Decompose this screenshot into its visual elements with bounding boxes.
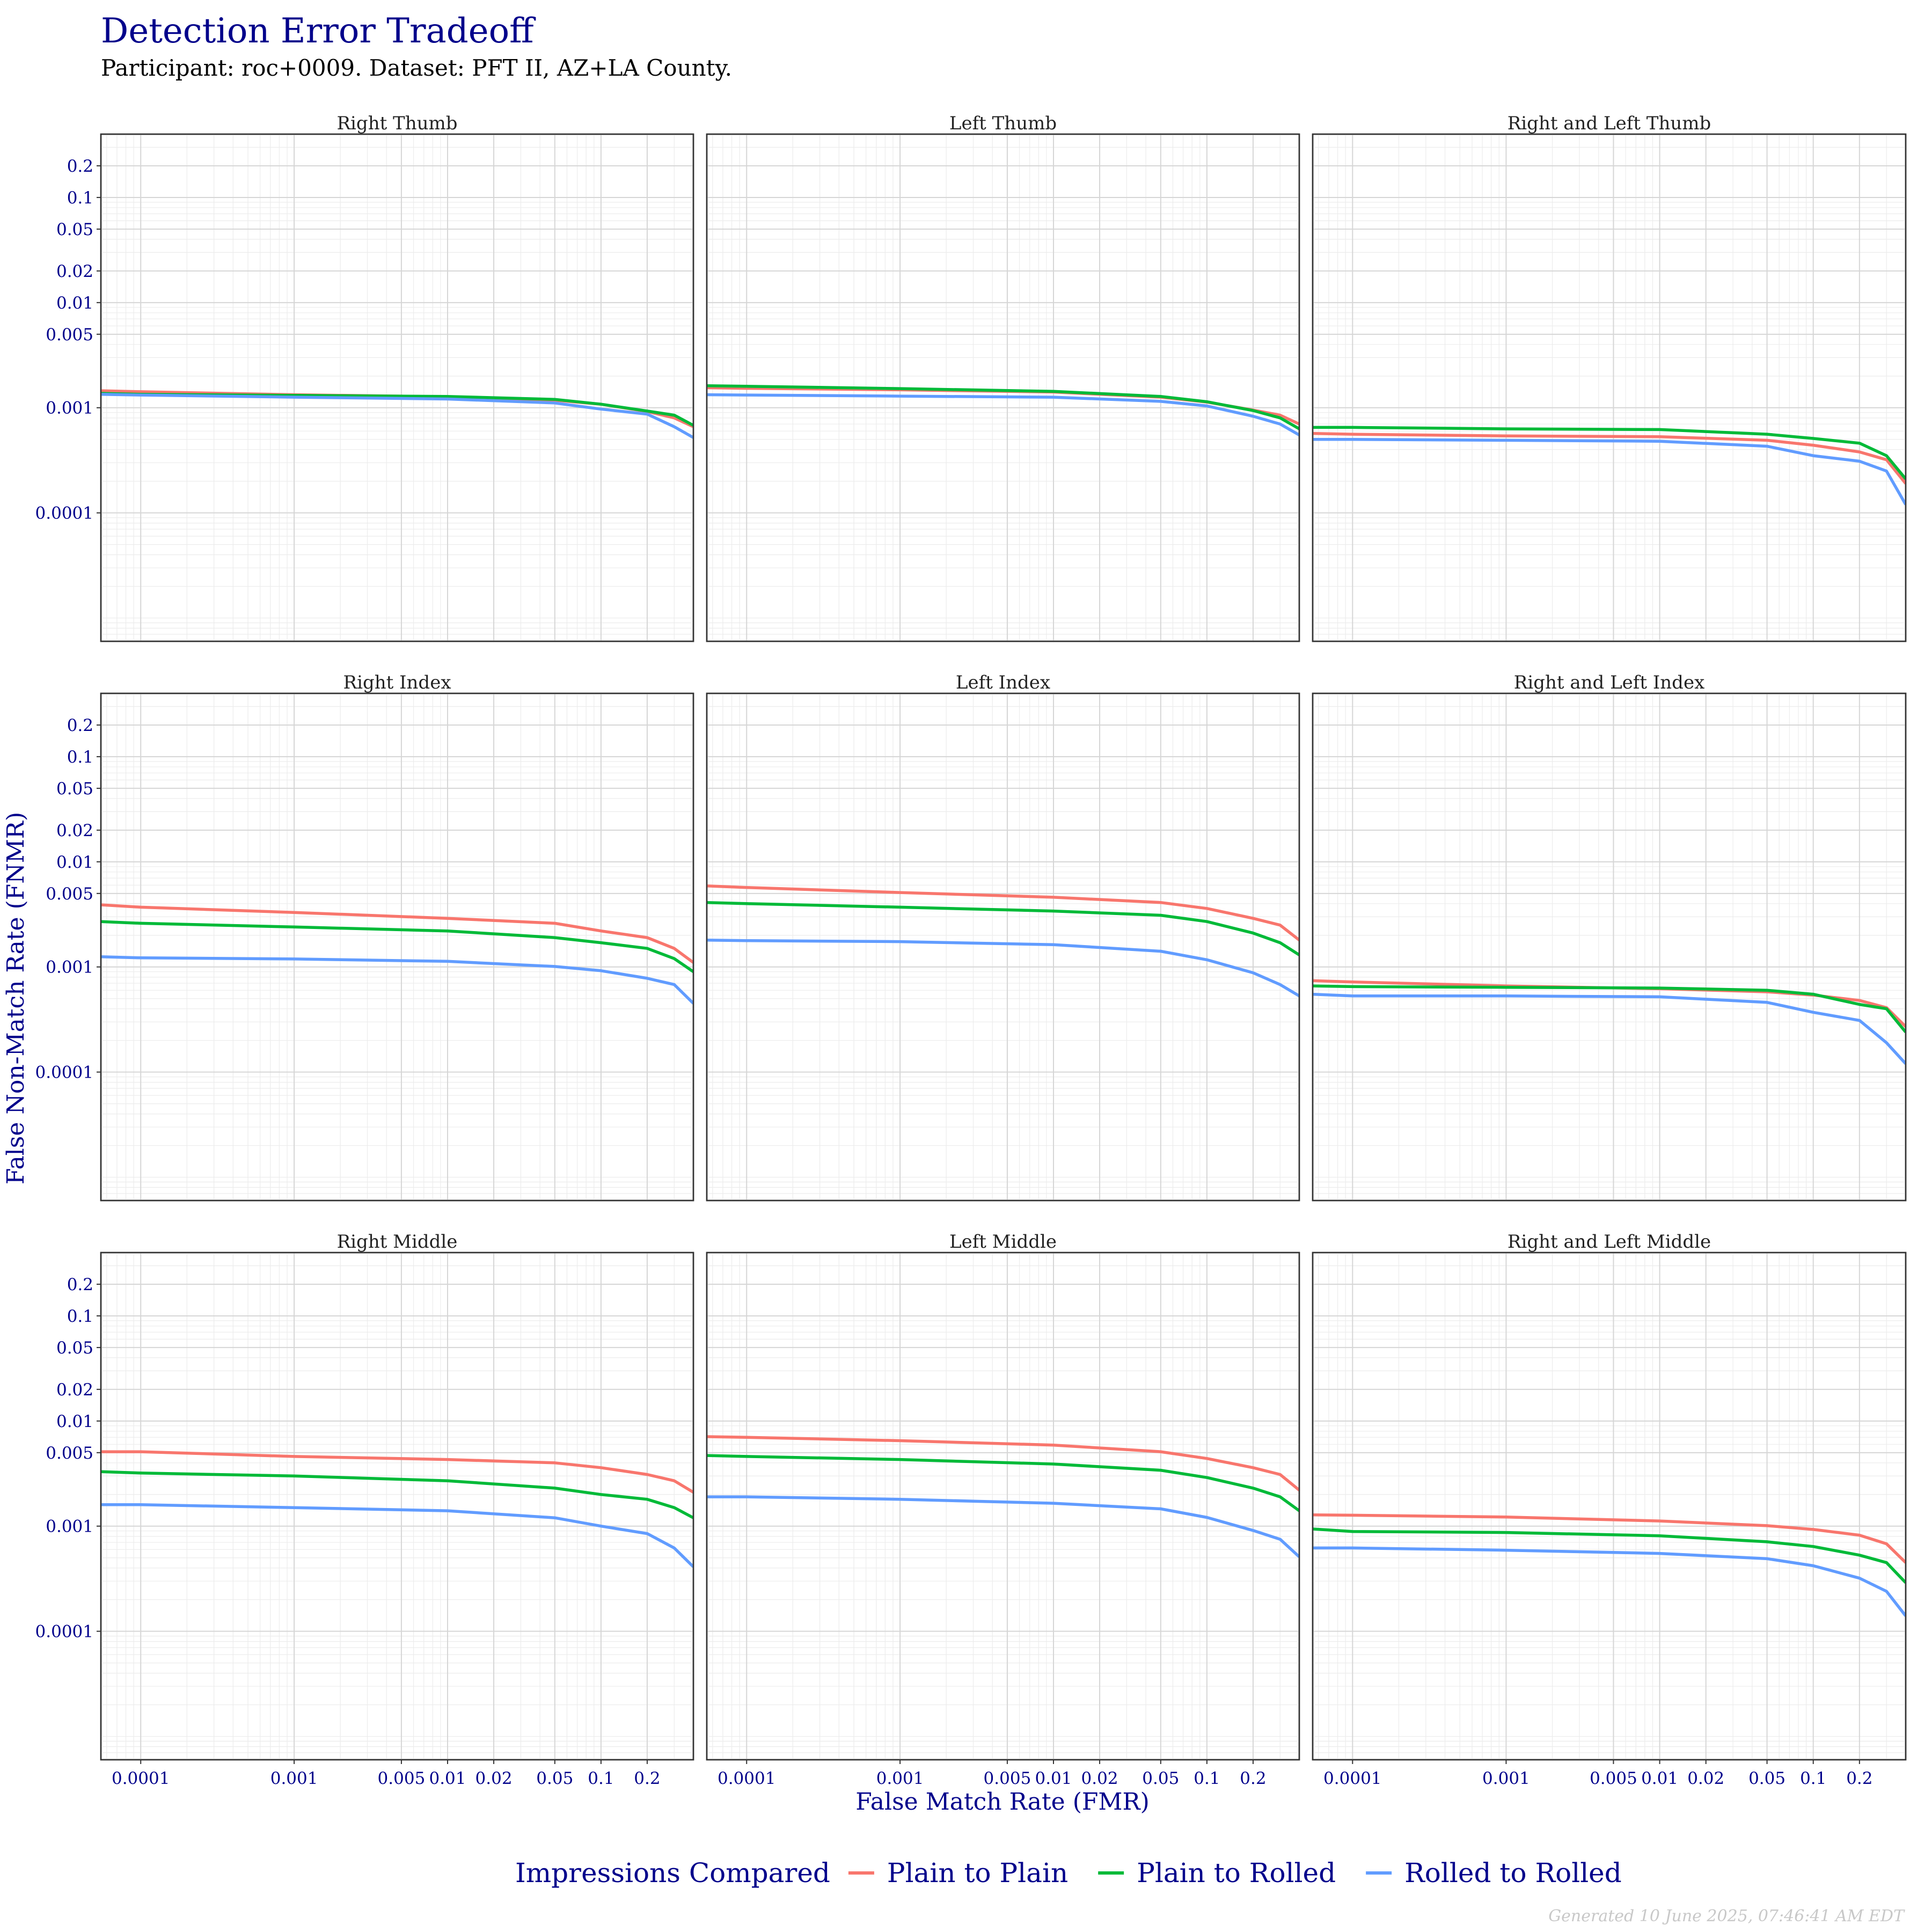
- y-tick-label: 0.0001: [35, 1622, 93, 1642]
- y-tick-label: 0.0001: [35, 1063, 93, 1082]
- y-tick-label: 0.005: [46, 884, 93, 904]
- legend-label: Plain to Rolled: [1137, 1857, 1336, 1889]
- panel-title: Right Index: [343, 672, 451, 693]
- x-tick-label: 0.0001: [717, 1769, 776, 1788]
- legend: [515, 1857, 1622, 1889]
- y-tick-label: 0.2: [67, 1275, 93, 1294]
- panel-background: [707, 693, 1299, 1201]
- y-tick-label: 0.001: [46, 1517, 93, 1536]
- y-tick-label: 0.0001: [35, 503, 93, 523]
- y-tick-label: 0.2: [67, 156, 93, 176]
- y-tick-label: 0.01: [56, 852, 93, 872]
- x-tick-label: 0.1: [1800, 1769, 1827, 1788]
- panel-left-thumb: [707, 113, 1299, 641]
- x-axis-title: False Match Rate (FMR): [855, 1788, 1150, 1816]
- panel-background: [1313, 1253, 1906, 1760]
- panel-right-and-left-middle: [1313, 1231, 1906, 1788]
- x-tick-label: 0.05: [1142, 1769, 1180, 1788]
- x-tick-label: 0.005: [377, 1769, 426, 1788]
- panel-right-index: [35, 672, 693, 1201]
- x-tick-label: 0.0001: [111, 1769, 170, 1788]
- panel-left-index: [707, 672, 1299, 1201]
- y-tick-label: 0.001: [46, 957, 93, 977]
- panel-right-thumb: [35, 113, 693, 641]
- panel-background: [1313, 693, 1906, 1201]
- panel-background: [1313, 134, 1906, 641]
- y-tick-label: 0.02: [56, 1380, 93, 1400]
- y-tick-label: 0.005: [46, 1443, 93, 1463]
- y-tick-label: 0.005: [46, 325, 93, 345]
- panel-right-middle: [35, 1231, 693, 1788]
- y-tick-label: 0.05: [56, 1338, 93, 1358]
- legend-label: Plain to Plain: [887, 1857, 1069, 1889]
- x-tick-label: 0.1: [1194, 1769, 1220, 1788]
- x-tick-label: 0.001: [1482, 1769, 1530, 1788]
- y-tick-label: 0.05: [56, 779, 93, 799]
- x-tick-label: 0.01: [1641, 1769, 1679, 1788]
- x-tick-label: 0.2: [634, 1769, 661, 1788]
- panel-background: [101, 693, 693, 1201]
- x-tick-label: 0.2: [1240, 1769, 1267, 1788]
- x-tick-label: 0.005: [983, 1769, 1031, 1788]
- panel-right-and-left-index: [1313, 672, 1906, 1201]
- panel-background: [707, 1253, 1299, 1760]
- x-tick-label: 0.05: [536, 1769, 574, 1788]
- legend-title: Impressions Compared: [515, 1857, 830, 1889]
- x-tick-label: 0.1: [588, 1769, 614, 1788]
- panel-grid: [35, 113, 1906, 1788]
- y-tick-label: 0.02: [56, 261, 93, 281]
- panel-title: Right Thumb: [336, 113, 458, 134]
- panel-title: Right and Left Index: [1513, 672, 1705, 693]
- y-tick-label: 0.02: [56, 821, 93, 840]
- y-tick-label: 0.2: [67, 715, 93, 735]
- panel-title: Left Thumb: [949, 113, 1057, 134]
- panel-left-middle: [707, 1231, 1299, 1788]
- x-tick-label: 0.05: [1748, 1769, 1786, 1788]
- chart-subtitle: Participant: roc+0009. Dataset: PFT II, AZ+LA County.: [101, 55, 733, 81]
- y-tick-label: 0.1: [67, 188, 93, 208]
- y-tick-label: 0.05: [56, 219, 93, 239]
- panel-background: [101, 134, 693, 641]
- panel-title: Right Middle: [336, 1231, 458, 1253]
- x-tick-label: 0.01: [1035, 1769, 1072, 1788]
- y-tick-label: 0.01: [56, 293, 93, 313]
- panel-title: Right and Left Thumb: [1507, 113, 1711, 134]
- chart-title: Detection Error Tradeoff: [101, 11, 534, 51]
- x-tick-label: 0.001: [270, 1769, 318, 1788]
- legend-label: Rolled to Rolled: [1404, 1857, 1622, 1889]
- y-axis-title: False Non-Match Rate (FNMR): [2, 811, 30, 1185]
- panel-right-and-left-thumb: [1313, 113, 1906, 641]
- x-tick-label: 0.0001: [1323, 1769, 1382, 1788]
- y-tick-label: 0.1: [67, 747, 93, 767]
- x-tick-label: 0.005: [1590, 1769, 1637, 1788]
- x-tick-label: 0.01: [429, 1769, 466, 1788]
- x-tick-label: 0.02: [1081, 1769, 1118, 1788]
- x-tick-label: 0.001: [876, 1769, 924, 1788]
- panel-title: Left Middle: [949, 1231, 1057, 1253]
- x-tick-label: 0.02: [1687, 1769, 1725, 1788]
- y-tick-label: 0.1: [67, 1306, 93, 1326]
- x-tick-label: 0.2: [1846, 1769, 1873, 1788]
- y-tick-label: 0.001: [46, 398, 93, 418]
- x-tick-label: 0.02: [475, 1769, 513, 1788]
- panel-title: Right and Left Middle: [1507, 1231, 1711, 1253]
- panel-title: Left Index: [955, 672, 1051, 693]
- y-tick-label: 0.01: [56, 1411, 93, 1431]
- generated-footer: Generated 10 June 2025, 07:46:41 AM EDT: [1548, 1907, 1904, 1926]
